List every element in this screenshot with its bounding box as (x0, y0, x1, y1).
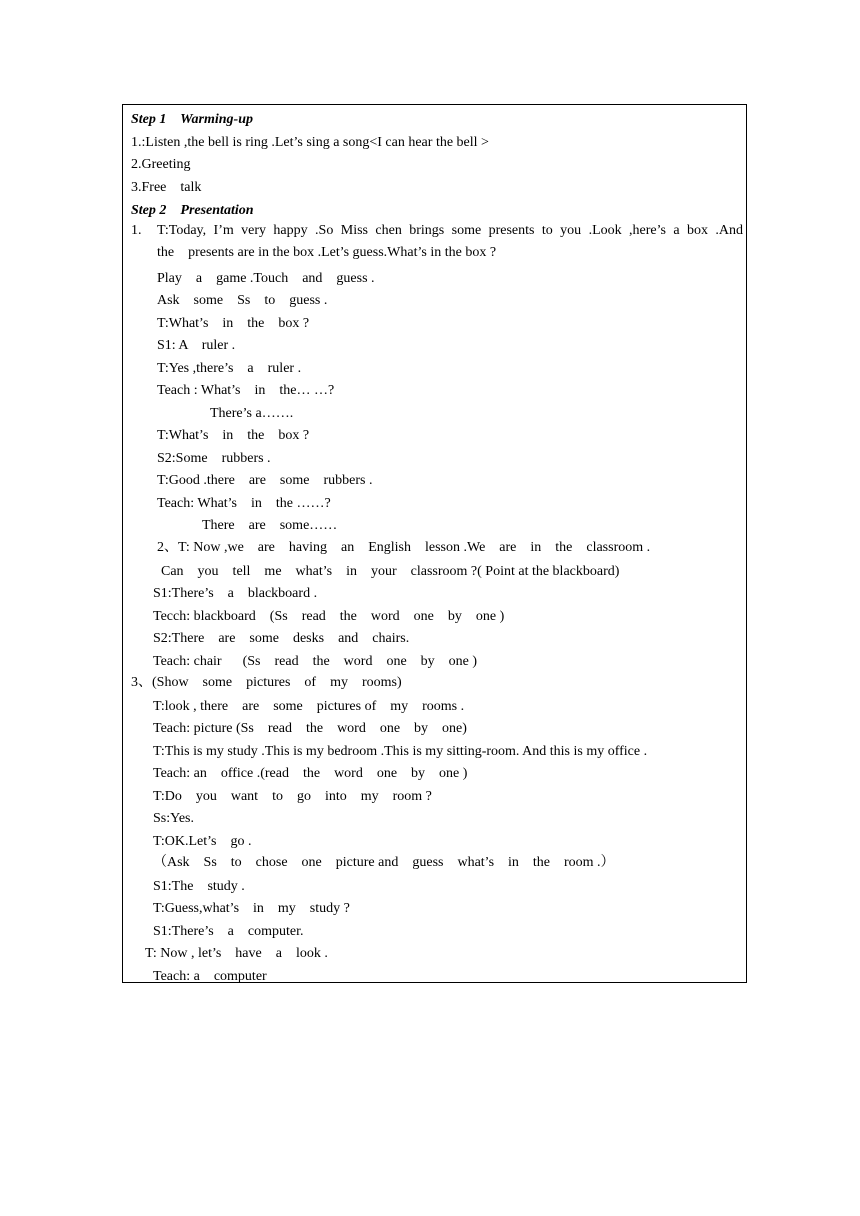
text-line: Teach: chair (Ss read the word one by one ) (153, 654, 478, 669)
text-line: Teach: What’s in the ……? (157, 496, 331, 511)
text-line: T:Do you want to go into my room ? (153, 789, 432, 804)
text-line: Teach: picture (Ss read the word one by one) (153, 721, 467, 736)
text-line: 2、T: Now ,we are having an English lesson .We are in the classroom . (157, 540, 651, 555)
text-line: T: Now , let’s have a look . (145, 946, 328, 961)
text-line: T:What’s in the box ? (157, 428, 310, 443)
text-line: T:OK.Let’s go . (153, 834, 252, 849)
text-line: T:This is my study .This is my bedroom .This is my sitting-room. And this is my office . (153, 744, 648, 759)
text-line: S2:Some rubbers . (157, 451, 271, 466)
text-line: T:look , there are some pictures of my rooms . (153, 699, 465, 714)
text-line: S1:There’s a blackboard . (153, 586, 318, 601)
text-line: the presents are in the box .Let’s guess.What’s in the box ? (157, 245, 497, 260)
text-line: Ss:Yes. (153, 811, 194, 826)
text-line: S2:There are some desks and chairs. (153, 631, 410, 646)
text-line: There’s a……. (210, 406, 294, 421)
list-number: 1. (131, 223, 142, 238)
text-line: S1:There’s a computer. (153, 924, 304, 939)
text-line: 3.Free talk (131, 180, 202, 195)
text-line: Teach : What’s in the… …? (157, 383, 335, 398)
text-line: Teach: a computer (153, 969, 267, 984)
text-line: T:What’s in the box ? (157, 316, 310, 331)
text-line: T:Guess,what’s in my study ? (153, 901, 350, 916)
text-line: S1:The study . (153, 879, 245, 894)
step-1-heading: Step 1 Warming-up (131, 112, 254, 127)
text-line: T:Today, I’m very happy .So Miss chen brings some presents to you .Look ,here’s a box .And (157, 223, 743, 238)
text-line: There are some…… (202, 518, 338, 533)
text-line: S1: A ruler . (157, 338, 236, 353)
text-line: Tecch: blackboard (Ss read the word one by one ) (153, 609, 505, 624)
text-line: （Ask Ss to chose one picture and guess what’s in the room .） (153, 855, 615, 870)
text-line: 3、(Show some pictures of my rooms) (131, 675, 402, 690)
text-line: T:Good .there are some rubbers . (157, 473, 373, 488)
text-line: 1.:Listen ,the bell is ring .Let’s sing a song<I can hear the bell > (131, 135, 489, 150)
text-line: Can you tell me what’s in your classroom ?( Point at the blackboard) (161, 564, 620, 579)
text-line: 2.Greeting (131, 157, 191, 172)
text-line: T:Yes ,there’s a ruler . (157, 361, 302, 376)
lesson-plan-table-cell (122, 104, 747, 983)
text-line: Play a game .Touch and guess . (157, 271, 375, 286)
step-2-heading: Step 2 Presentation (131, 203, 254, 218)
text-line: Teach: an office .(read the word one by one ) (153, 766, 468, 781)
text-line: Ask some Ss to guess . (157, 293, 328, 308)
